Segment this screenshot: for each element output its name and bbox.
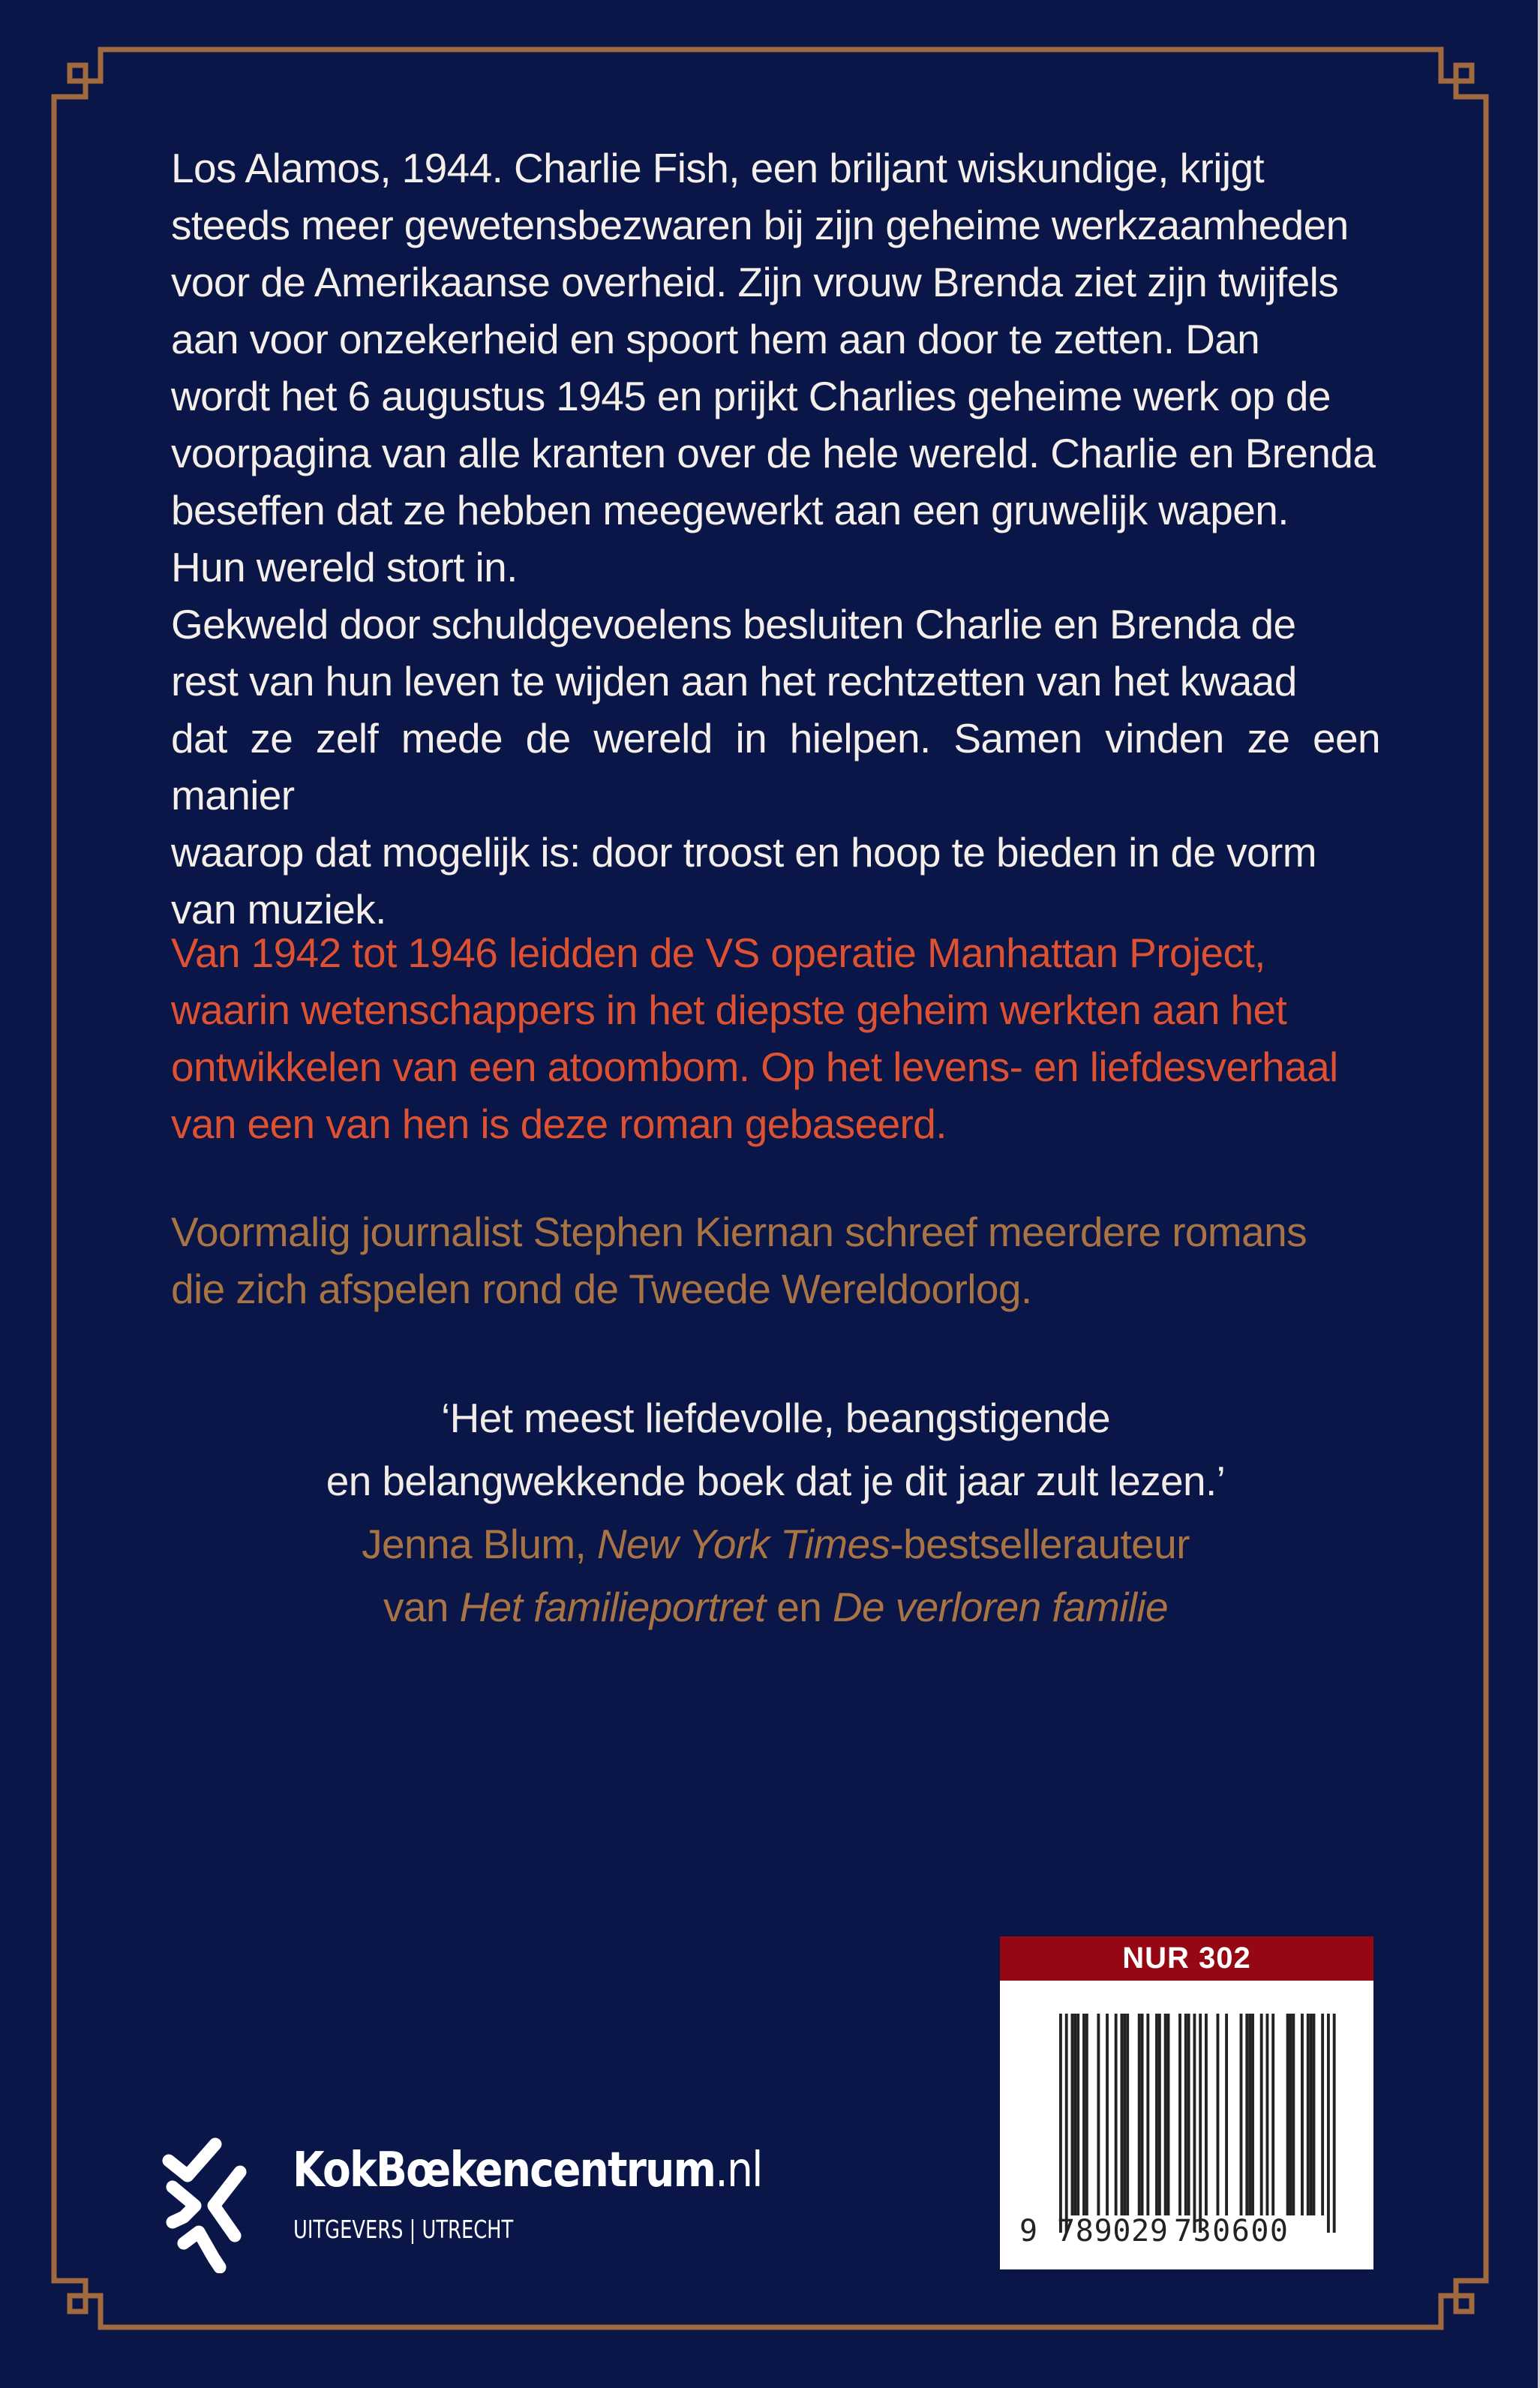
synopsis-line: Los Alamos, 1944. Charlie Fish, een briljant wiskundige, krijgt	[171, 145, 1265, 191]
synopsis-line: Hun wereld stort in.	[171, 544, 518, 590]
publisher-subtitle: UITGEVERS | UTRECHT	[293, 2215, 514, 2244]
quote-line: en belangwekkende boek dat je dit jaar zult lezen.’	[326, 1458, 1226, 1504]
synopsis-line: rest van hun leven te wijden aan het rechtzetten van het kwaad	[171, 658, 1297, 704]
isbn-first-digit: 9	[1019, 2214, 1038, 2248]
attribution-van: van	[383, 1584, 460, 1630]
publisher-wordmark	[293, 2143, 762, 2198]
historical-note-line: ontwikkelen van een atoombom. Op het levens- en liefdesverhaal	[171, 1044, 1338, 1090]
nur-label: NUR 302	[1000, 1936, 1373, 1981]
attribution-role: -bestsellerauteur	[890, 1521, 1190, 1567]
publisher-tld: .nl	[715, 2143, 762, 2198]
synopsis-line: wordt het 6 augustus 1945 en prijkt Charlies geheime werk op de	[171, 373, 1331, 419]
author-note-line: die zich afspelen rond de Tweede Wereldoorlog.	[171, 1266, 1032, 1312]
synopsis-line: waarop dat mogelijk is: door troost en hoop te bieden in de vorm	[171, 829, 1316, 876]
publisher-logo	[154, 2131, 829, 2273]
synopsis-paragraph	[171, 140, 1380, 938]
barcode-icon	[1000, 1936, 1373, 2269]
quote-line: ‘Het meest liefdevolle, beangstigende	[441, 1395, 1110, 1441]
historical-note-line: van een van hen is deze roman gebaseerd.	[171, 1101, 947, 1147]
synopsis-line: van muziek.	[171, 886, 386, 933]
attribution-name: Jenna Blum,	[362, 1521, 597, 1567]
review-quote	[171, 1386, 1380, 1639]
historical-note-line: waarin wetenschappers in het diepste geheim werkten aan het	[171, 987, 1287, 1033]
isbn-right-group: 730600	[1174, 2214, 1288, 2248]
synopsis-line: beseffen dat ze hebben meegewerkt aan een gruwelijk wapen.	[171, 487, 1289, 533]
synopsis-line: voorpagina van alle kranten over de hele wereld. Charlie en Brenda	[171, 430, 1376, 476]
author-note	[171, 1203, 1380, 1317]
publisher-name: KokBœkencentrum	[293, 2143, 716, 2198]
synopsis-line: Gekweld door schuldgevoelens besluiten Charlie en Brenda de	[171, 601, 1296, 647]
historical-note-line: Van 1942 tot 1946 leidden de VS operatie Manhattan Project,	[171, 930, 1265, 976]
publisher-logo-icon	[154, 2131, 259, 2273]
attribution-publication: New York Times	[596, 1521, 890, 1567]
synopsis-line: steeds meer gewetensbezwaren bij zijn geheime werkzaamheden	[171, 202, 1349, 248]
book-title: Het familieportret	[459, 1584, 766, 1630]
quote-attribution	[171, 1512, 1380, 1575]
synopsis-line: aan voor onzekerheid en spoort hem aan door te zetten. Dan	[171, 316, 1260, 362]
quote-attribution-books	[171, 1575, 1380, 1639]
synopsis-line: voor de Amerikaanse overheid. Zijn vrouw Brenda ziet zijn twijfels	[171, 259, 1339, 305]
historical-note	[171, 924, 1380, 1152]
attribution-and: en	[765, 1584, 833, 1630]
synopsis-line: dat ze zelf mede de wereld in hielpen. Samen vinden ze een manier	[171, 715, 1380, 819]
isbn-left-group: 789029	[1057, 2214, 1168, 2248]
book-title: De verloren familie	[832, 1584, 1168, 1630]
author-note-line: Voormalig journalist Stephen Kiernan schreef meerdere romans	[171, 1209, 1307, 1255]
isbn-barcode-box	[1000, 1936, 1373, 2269]
